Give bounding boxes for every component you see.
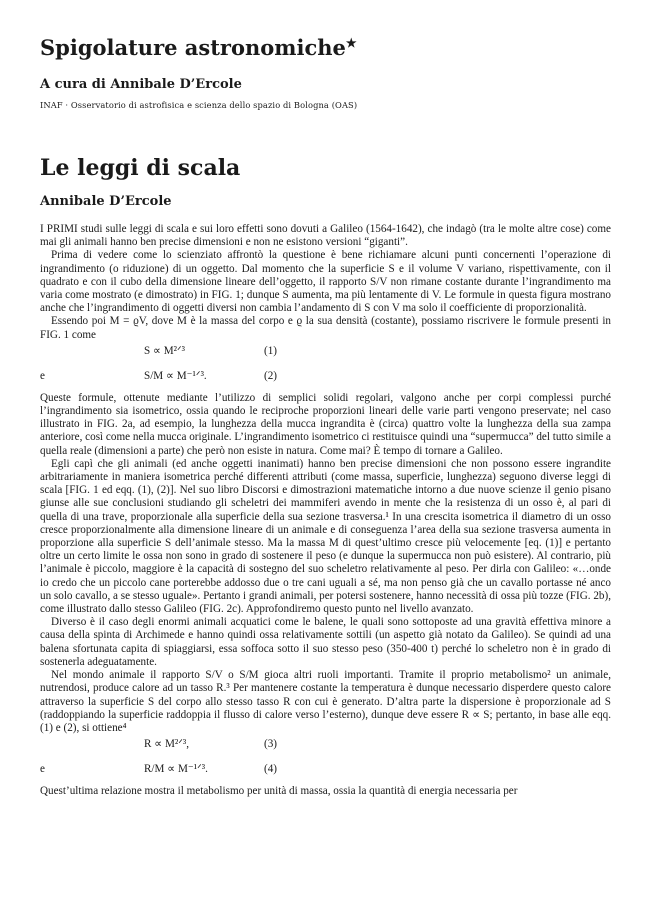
equation-number: (4) xyxy=(264,763,277,776)
equation-number: (2) xyxy=(264,369,277,382)
paragraph: Egli capì che gli animali (ed anche oggetti inanimati) hanno ben precise dimensioni che non possono essere ingrandite arbitrariamente in maniera isometrica perché differenti attributi (come massa, superficie, lunghezza) seguono diverse leggi di scala [FIG. 1 ed eqq. (1), (2)]. Nel suo libro Discorsi e dimostrazioni matematiche intorno a due nuove scienze il genio pisano giunse alle sue conclusioni studiando gli scheletri dei mammiferi avendo in mente che la resistenza di un osso è, al pari di quella di una trave, proporzionale alla superficie della sua sezione trasversa.¹ In una crescita isometrica il diametro di un osso cresce proporzionalmente alla dimensione lineare di un animale e di conseguenza l’area della sua sezione trasversa aumenta in proporzione alla superficie S dell’animale stesso. Ma la massa M di quest’ultimo cresce più velocemente [eq. (1)] e pertanto oltre un certo limite le ossa non sono in grado di sostenere il peso (e dunque la supermucca non può esistere). Al contrario, più l’animale è piccolo, maggiore è la capacità di sostegno del suo scheletro relativamente al peso. Per dirla con Galileo: «…onde io credo che un piccolo cane porterebbe addosso due o tre cani uguali a sé, ma non penso già che un cavallo portasse né anco un solo cavallo, a se stesso uguale». Pertanto i grandi animali, per potersi sostenere, hanno necessità di ossa più tozze (FIG. 2b), come illustrato dallo stesso Galileo (FIG. 2c). Approfondiremo questo punto nel livello avanzato. xyxy=(40,457,611,616)
equation-expression: R/M ∝ M⁻¹ᐟ³. xyxy=(144,763,208,776)
article-title: Le leggi di scala xyxy=(40,155,241,181)
column-curator: A cura di Annibale D’Ercole xyxy=(40,77,242,93)
paragraph: I PRIMI studi sulle leggi di scala e sui loro effetti sono dovuti a Galileo (1564-1642), che indagò (tra le molte altre cose) come mai gli animali hanno ben precise dimensioni e non ne esistono versioni “giganti”. xyxy=(40,223,611,249)
affiliation: INAF · Osservatorio di astrofisica e scienza dello spazio di Bologna (OAS) xyxy=(40,100,358,111)
column-header xyxy=(40,36,610,110)
column-title-text: Spigolature astronomiche xyxy=(40,35,346,60)
equation-2 xyxy=(40,362,611,392)
equation-number: (1) xyxy=(264,344,277,357)
equation-expression: S ∝ M²ᐟ³ xyxy=(144,344,186,357)
paragraph: Queste formule, ottenute mediante l’utilizzo di semplici solidi regolari, valgono anche per corpi complessi purché l’ingrandimento sia isometrico, ossia quando le reciproche proporzioni lineari delle varie parti vengono preservate; nel caso illustrato in FIG. 2a, ad esempio, la lunghezza della mucca ingrandita è (circa) quattro volte la lunghezza della sua zampa anteriore, così come nella mucca originale. L’ingrandimento isometrico ci restituisce quindi una “supermucca” del tutto simile a quella reale (dimensioni a parte) che però non esiste in natura. Come mai? È tempo di tornare a Galileo. xyxy=(40,391,611,457)
paragraph: Essendo poi M = ϱV, dove M è la massa del corpo e ϱ la sua densità (costante), possiamo riscrivere le formule presenti in FIG. 1 come xyxy=(40,315,611,341)
paragraph: Quest’ultima relazione mostra il metabolismo per unità di massa, ossia la quantità di energia necessaria per xyxy=(40,785,518,798)
equation-expression: S/M ∝ M⁻¹ᐟ³. xyxy=(144,369,207,382)
equation-number: (3) xyxy=(264,738,277,751)
title-star-mark: ★ xyxy=(345,36,357,50)
equation-3 xyxy=(40,735,611,755)
equation-4 xyxy=(40,755,611,785)
paragraph: Diverso è il caso degli enormi animali acquatici come le balene, le quali sono sottoposte ad una gravità effettiva minore a causa della spinta di Archimede e hanno quindi ossa relativamente sottili (un aspetto già notato da Galileo). Se quindi ad una balena sfortunata capita di spiaggiarsi, essa soffoca sotto il suo stesso peso (350-400 t) perché lo scheletro non è in grado di sostenerla adeguatamente. xyxy=(40,616,611,668)
equation-1 xyxy=(40,342,611,362)
equation-expression: R ∝ M²ᐟ³, xyxy=(144,738,190,751)
paragraph: Nel mondo animale il rapporto S/V o S/M gioca altri ruoli importanti. Tramite il proprio metabolismo² un animale, nutrendosi, produce calore ad un tasso R.³ Per mantenere costante la temperatura è dunque necessario disperdere questo calore attraverso la superficie S del corpo allo stesso tasso R con cui è generato. D’altra parte la dispersione è proporzionale ad S (raddoppiando la superficie raddoppia il flusso di calore verso l’esterno), dunque deve essere R ∝ S; pertanto, in base alle eqq. (1) e (2), si ottiene⁴ xyxy=(40,669,611,734)
equation-connector: e xyxy=(40,763,45,776)
equation-connector: e xyxy=(40,369,45,382)
article-author: Annibale D’Ercole xyxy=(40,194,172,209)
article-body xyxy=(40,223,611,798)
paragraph: Prima di vedere come lo scienziato affrontò la questione è bene richiamare alcuni punti concernenti l’operazione di ingrandimento (o riduzione) di un oggetto. Dal momento che la superficie S e il volume V variano, rispettivamente, con il quadrato e con il cubo della dimensione lineare dell’oggetto, il rapporto S/V non rimane costante durante l’ingrandimento ma varia come mostrato (e dimostrato) in FIG. 1; dunque S aumenta, ma più lentamente di V. Le formule in questa figura mostrano anche che l’ingrandimento di oggetti diversi non cambia l’andamento di S con V ma solo il coefficiente di proporzionalità. xyxy=(40,249,611,315)
column-title xyxy=(40,36,610,59)
